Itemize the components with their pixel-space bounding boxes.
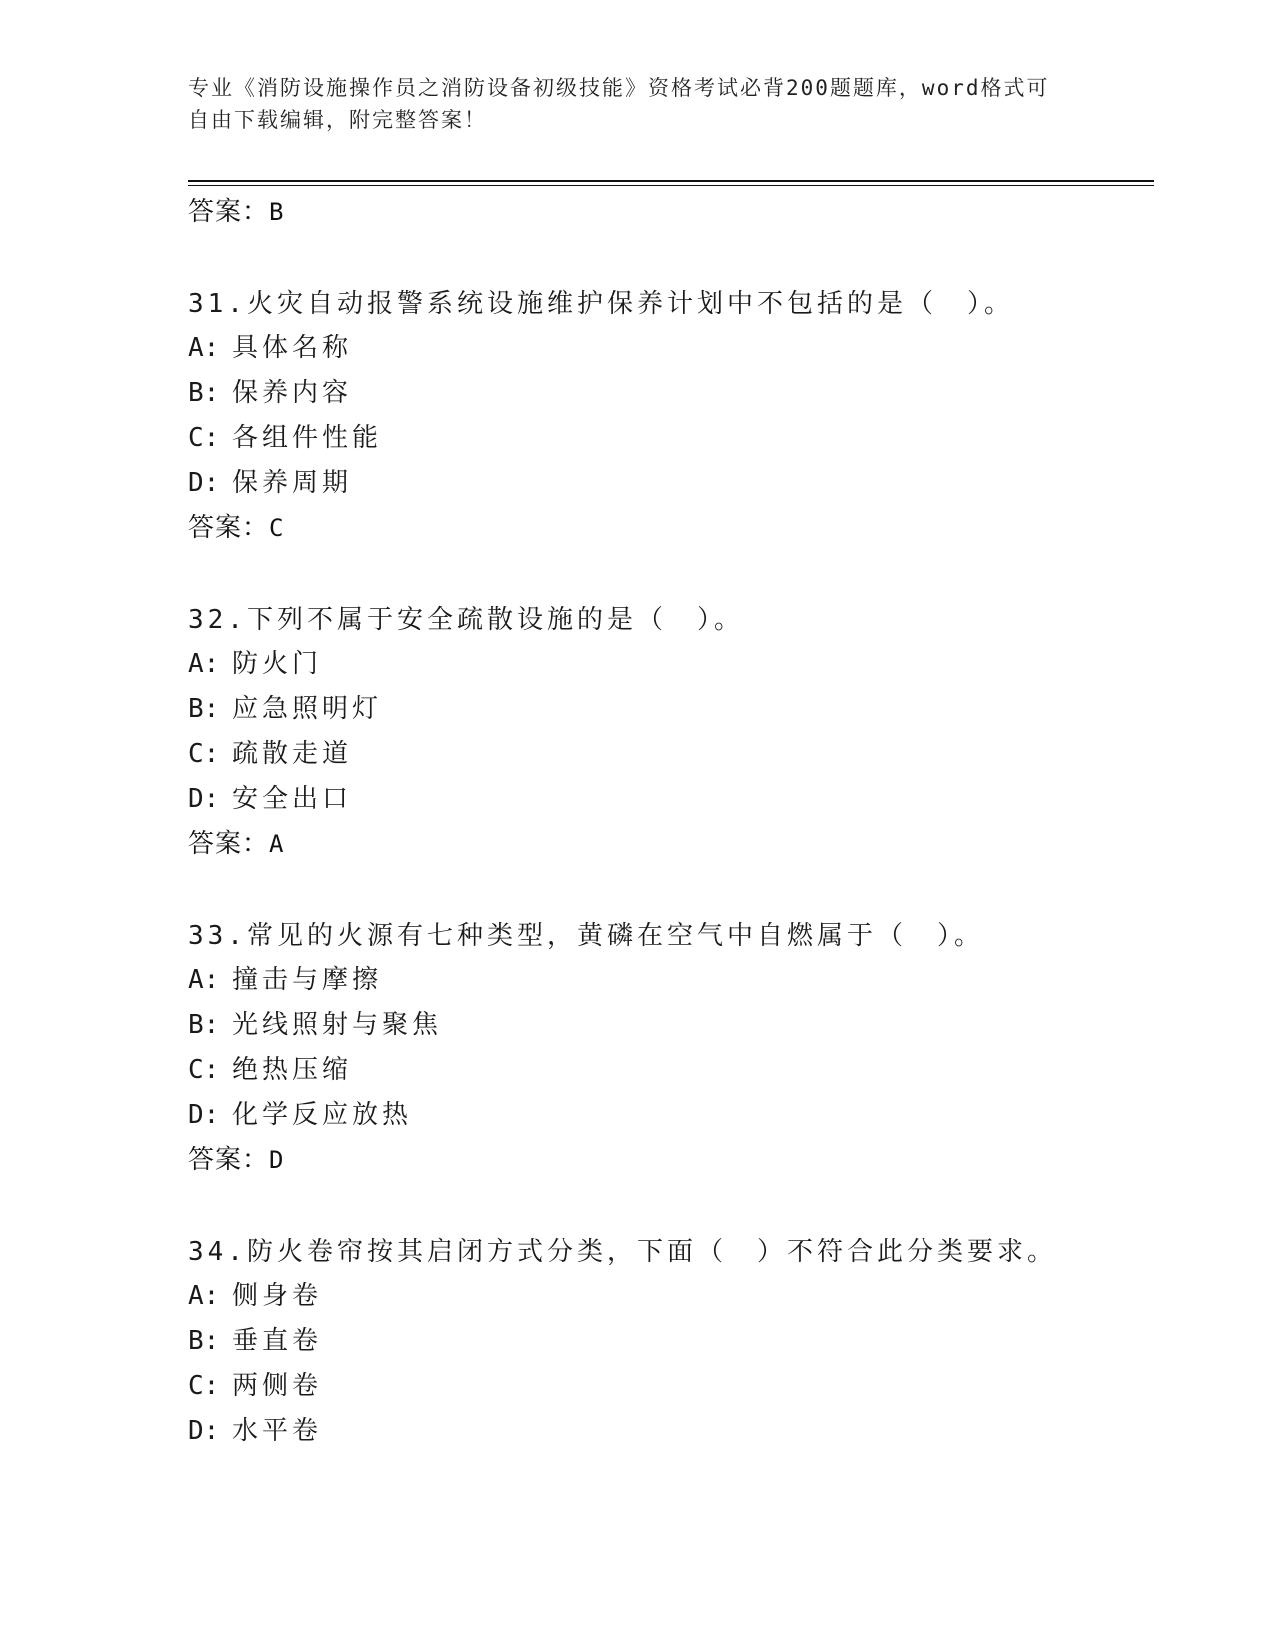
question-text: 火灾自动报警系统设施维护保养计划中不包括的是（ ）。 <box>246 289 1014 319</box>
answer-line <box>188 1138 1154 1182</box>
answer-label: 答案： <box>188 197 270 227</box>
option-d <box>188 1409 1154 1454</box>
option-label: D: <box>188 784 220 814</box>
option-text: 两侧卷 <box>232 1371 323 1401</box>
option-label: B: <box>188 1010 220 1040</box>
option-label: A: <box>188 1281 220 1311</box>
answer-value: D <box>269 1146 285 1174</box>
option-a <box>188 642 1154 687</box>
option-c <box>188 416 1154 461</box>
option-label: A: <box>188 333 220 363</box>
question-stem <box>188 598 1154 642</box>
option-text: 具体名称 <box>232 333 353 363</box>
option-text: 各组件性能 <box>232 423 383 453</box>
option-b <box>188 371 1154 416</box>
option-d <box>188 461 1154 506</box>
answer-value: C <box>269 514 285 542</box>
option-label: D: <box>188 1416 220 1446</box>
option-text: 绝热压缩 <box>232 1055 353 1085</box>
option-label: D: <box>188 468 220 498</box>
answer-line <box>188 822 1154 866</box>
answer-label: 答案： <box>188 513 270 543</box>
option-text: 应急照明灯 <box>232 694 383 724</box>
question-text: 常见的火源有七种类型，黄磷在空气中自燃属于（ ）。 <box>246 921 984 951</box>
question-stem <box>188 914 1154 958</box>
option-c <box>188 1364 1154 1409</box>
option-d <box>188 777 1154 822</box>
question-stem <box>188 1230 1154 1274</box>
question-number: 33. <box>188 921 247 951</box>
question-stem <box>188 282 1154 326</box>
option-label: A: <box>188 649 220 679</box>
question-text: 防火卷帘按其启闭方式分类，下面（ ）不符合此分类要求。 <box>246 1237 1057 1267</box>
option-label: C: <box>188 423 220 453</box>
option-b <box>188 1003 1154 1048</box>
option-text: 保养周期 <box>232 468 353 498</box>
option-text: 化学反应放热 <box>232 1100 413 1130</box>
option-a <box>188 326 1154 371</box>
option-b <box>188 687 1154 732</box>
answer-line <box>188 190 1154 234</box>
question-text: 下列不属于安全疏散设施的是（ ）。 <box>246 605 744 635</box>
option-text: 保养内容 <box>232 378 353 408</box>
option-label: D: <box>188 1100 220 1130</box>
answer-label: 答案： <box>188 1145 270 1175</box>
header-divider <box>188 180 1154 186</box>
option-a <box>188 1274 1154 1319</box>
answer-value: B <box>269 198 285 226</box>
page-header <box>188 72 1068 136</box>
option-text: 垂直卷 <box>232 1326 323 1356</box>
question-number: 31. <box>188 289 247 319</box>
option-label: C: <box>188 1371 220 1401</box>
option-text: 防火门 <box>232 649 323 679</box>
option-c <box>188 1048 1154 1093</box>
option-label: B: <box>188 378 220 408</box>
option-label: B: <box>188 1326 220 1356</box>
option-d <box>188 1093 1154 1138</box>
question-number: 32. <box>188 605 247 635</box>
option-text: 安全出口 <box>232 784 353 814</box>
option-a <box>188 958 1154 1003</box>
question-number: 34. <box>188 1237 247 1267</box>
answer-line <box>188 506 1154 550</box>
option-label: C: <box>188 739 220 769</box>
option-label: B: <box>188 694 220 724</box>
option-text: 光线照射与聚焦 <box>232 1010 443 1040</box>
option-text: 侧身卷 <box>232 1281 323 1311</box>
option-text: 疏散走道 <box>232 739 353 769</box>
option-text: 水平卷 <box>232 1416 323 1446</box>
answer-value: A <box>269 830 285 858</box>
option-label: A: <box>188 965 220 995</box>
option-label: C: <box>188 1055 220 1085</box>
option-c <box>188 732 1154 777</box>
option-b <box>188 1319 1154 1364</box>
question-list <box>188 190 1154 1454</box>
option-text: 撞击与摩擦 <box>232 965 383 995</box>
answer-label: 答案： <box>188 829 270 859</box>
header-text: 专业《消防设施操作员之消防设备初级技能》资格考试必背200题题库，word格式可自由下载编辑，附完整答案！ <box>188 76 1050 132</box>
